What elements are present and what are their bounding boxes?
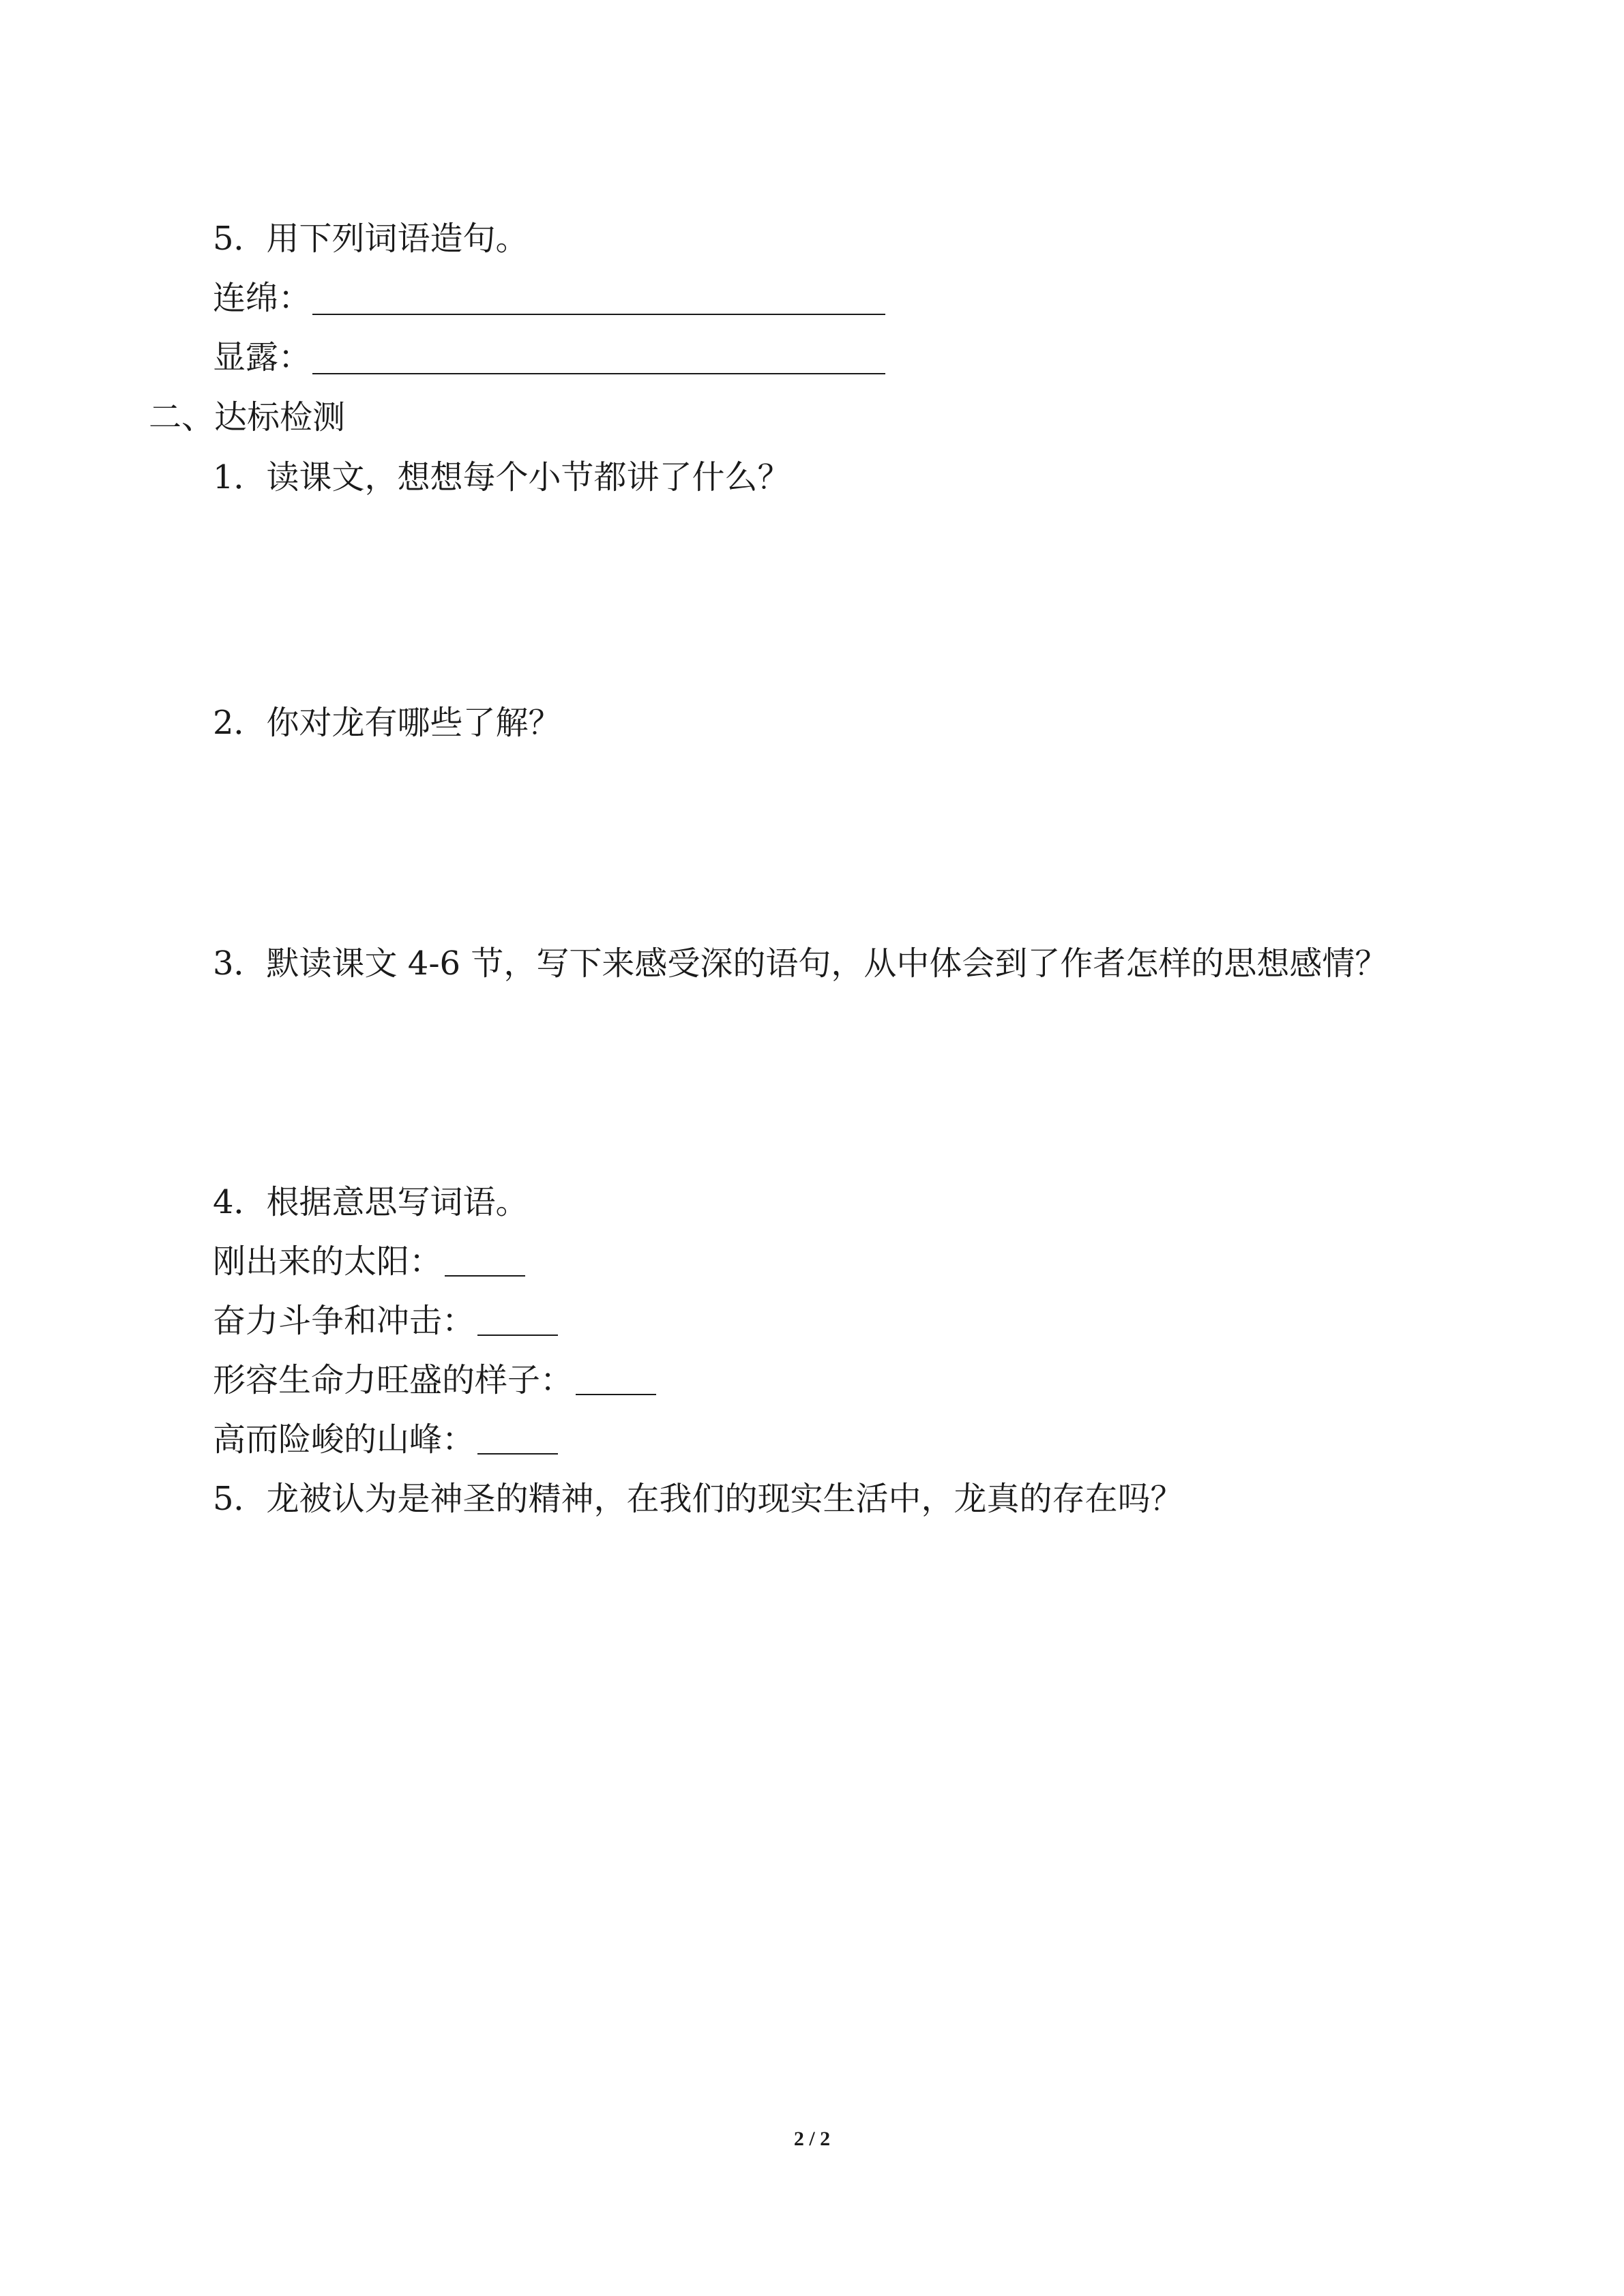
definition-text: 奋力斗争和冲击： — [213, 1302, 475, 1340]
definition-text: 高而险峻的山峰： — [213, 1420, 475, 1459]
question-5: 5．龙被认为是神圣的精神，在我们的现实生活中，龙真的存在吗？ — [213, 1480, 1183, 1518]
section-heading: 二、达标检测 — [149, 398, 346, 436]
page-number: 2 / 2 — [793, 2128, 831, 2150]
question-3: 3．默读课文 4-6 节，写下来感受深的语句，从中体会到了作者怎样的思想感情？ — [213, 944, 1388, 983]
answer-blank[interactable] — [477, 1335, 558, 1336]
definition-text: 形容生命力旺盛的样子： — [213, 1361, 574, 1399]
definition-item — [213, 1419, 558, 1460]
question-2: 2．你对龙有哪些了解？ — [213, 704, 561, 742]
answer-blank[interactable] — [576, 1394, 656, 1395]
answer-line-lianmian[interactable] — [312, 314, 885, 315]
sentence-making-question: 5．用下列词语造句。 — [213, 220, 529, 258]
definition-item — [213, 1241, 525, 1282]
definition-item — [213, 1360, 656, 1401]
question-4: 4．根据意思写词语。 — [213, 1183, 529, 1221]
question-1: 1．读课文，想想每个小节都讲了什么？ — [213, 458, 791, 496]
word-label-xianlu: 显露： — [213, 338, 312, 376]
word-label-lianmian: 连绵： — [213, 279, 312, 317]
definition-item — [213, 1300, 558, 1341]
answer-blank[interactable] — [477, 1453, 558, 1455]
definition-text: 刚出来的太阳： — [213, 1242, 443, 1281]
answer-blank[interactable] — [445, 1275, 525, 1277]
answer-line-xianlu[interactable] — [312, 373, 885, 374]
